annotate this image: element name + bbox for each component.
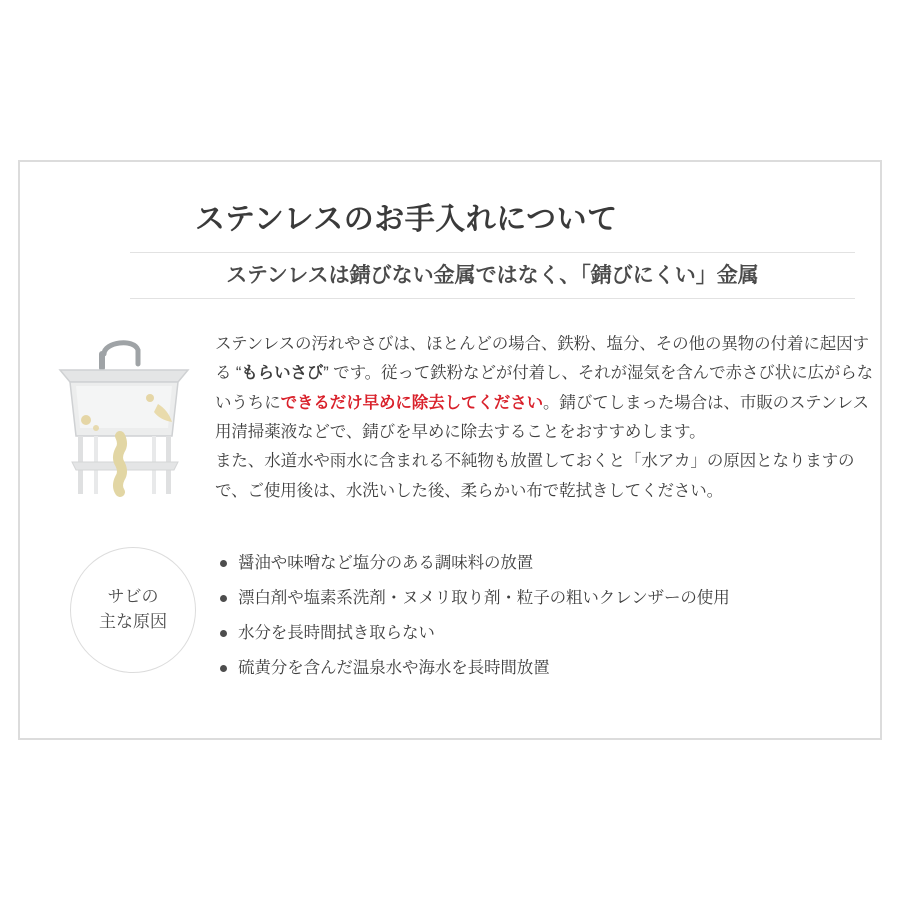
body-line-5: 除去することをおすすめします。 bbox=[460, 423, 706, 442]
page-title: ステンレスのお手入れについて bbox=[195, 203, 618, 236]
list-item bbox=[220, 624, 860, 642]
bullet-dot-icon bbox=[220, 630, 227, 637]
body-line-6: また、水道水や雨水に含まれる不純物も放置しておくと「水アカ」の原因と bbox=[215, 452, 773, 471]
cause-badge-line-2: 主な原因 bbox=[99, 612, 167, 631]
body-line-7: なりますので、ご使用後は、水洗いした後、柔らかい布で乾拭きしてください。 bbox=[215, 452, 855, 500]
body-line-3b: 。 bbox=[543, 393, 560, 412]
body-copy bbox=[215, 330, 875, 506]
info-card bbox=[18, 160, 882, 740]
page-subtitle: ステンレスは錆びない金属ではなく、「錆びにくい」金属 bbox=[226, 264, 759, 287]
body-line-2a: 付着に起因する “ bbox=[215, 335, 869, 383]
body-paragraph-2 bbox=[215, 447, 875, 506]
body-paragraph-1 bbox=[215, 330, 875, 447]
body-line-3a: 含んで赤さび状に広がらないうちに bbox=[215, 364, 874, 412]
cause-item-text: 漂白剤や塩素系洗剤・ヌメリ取り剤・粒子の粗いクレンザーの使用 bbox=[238, 589, 730, 608]
list-item bbox=[220, 554, 860, 572]
cause-item-text: 醤油や味噌など塩分のある調味料の放置 bbox=[238, 554, 534, 572]
list-item bbox=[220, 589, 860, 607]
stainless-sink-illustration bbox=[42, 324, 202, 504]
body-line-2b: ” です。従って鉄粉などが付着し、それが湿気を bbox=[323, 364, 677, 383]
bullet-dot-icon bbox=[220, 665, 227, 672]
cause-item-text: 水分を長時間拭き取らない bbox=[238, 624, 435, 643]
subtitle-band bbox=[130, 252, 855, 299]
highlight-moraisabi: もらいさび bbox=[241, 364, 324, 383]
cause-item-text: 硫黄分を含んだ温泉水や海水を長時間放置 bbox=[238, 659, 550, 678]
highlight-remove-early: できるだけ早めに除去してください bbox=[280, 393, 544, 412]
cause-badge-label bbox=[99, 585, 167, 634]
cause-list bbox=[220, 554, 860, 695]
body-line-4: 錆びてしまった場合は、市販のステンレス用清掃薬液などで、錆びを早めに bbox=[215, 393, 869, 442]
body-line-1: ステンレスの汚れやさびは、ほとんどの場合、鉄粉、塩分、その他の異物の bbox=[215, 335, 771, 353]
bullet-dot-icon bbox=[220, 595, 227, 602]
bullet-dot-icon bbox=[220, 560, 227, 567]
header-block bbox=[195, 202, 855, 299]
list-item bbox=[220, 659, 860, 677]
cause-badge bbox=[70, 547, 196, 673]
cause-badge-line-1: サビの bbox=[107, 587, 159, 607]
